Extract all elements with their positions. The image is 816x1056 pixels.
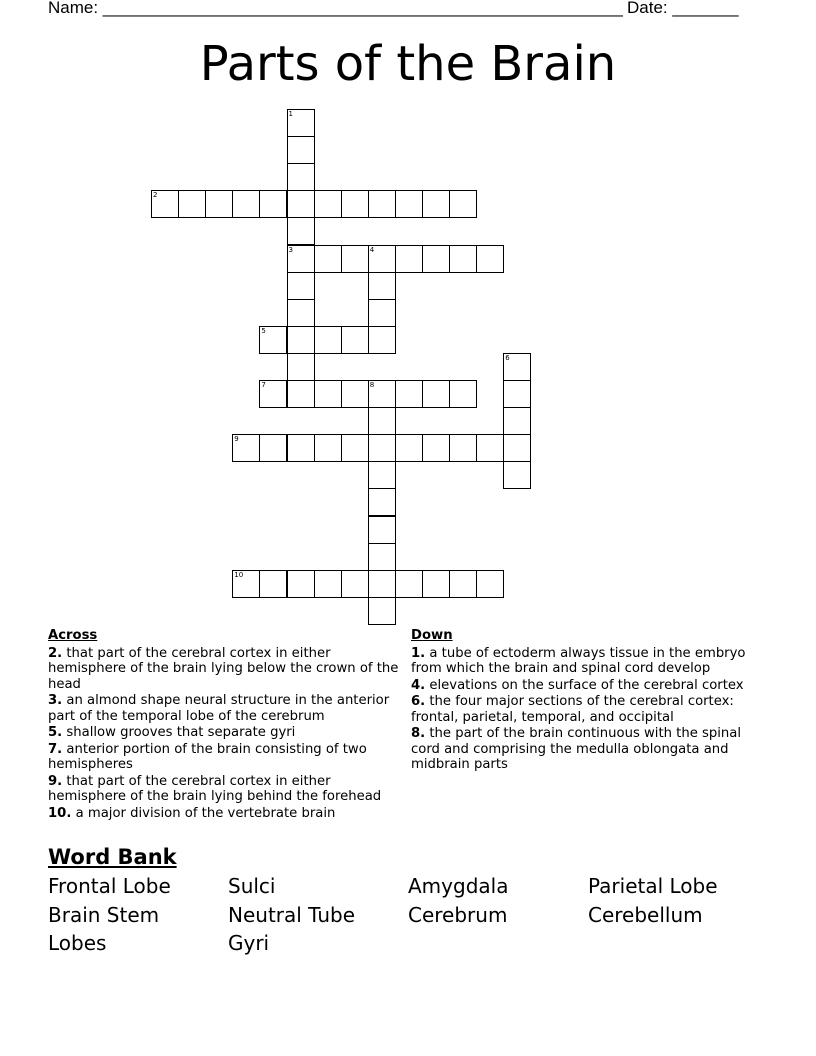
word-bank-title: Word Bank	[48, 845, 177, 869]
grid-cell[interactable]	[503, 353, 531, 381]
clue-number: 2	[153, 191, 158, 200]
clue-number: 10	[234, 570, 244, 579]
grid-cell[interactable]	[287, 570, 315, 598]
grid-cell[interactable]	[368, 272, 396, 300]
across-clues	[48, 628, 400, 822]
across-clue	[48, 742, 400, 773]
grid-cell[interactable]	[503, 380, 531, 408]
word-bank-item: Amygdala	[408, 874, 509, 898]
grid-cell[interactable]	[449, 190, 477, 218]
clue-number: 9	[234, 435, 239, 444]
clue-num: 6.	[411, 694, 426, 709]
grid-cell[interactable]	[368, 543, 396, 571]
across-clue	[48, 693, 400, 724]
grid-cell[interactable]	[422, 190, 450, 218]
grid-cell[interactable]	[287, 163, 315, 191]
grid-cell[interactable]	[476, 570, 504, 598]
grid-cell[interactable]	[314, 326, 342, 354]
grid-cell[interactable]	[368, 190, 396, 218]
grid-cell[interactable]	[341, 434, 369, 462]
grid-cell[interactable]	[476, 434, 504, 462]
grid-cell[interactable]	[368, 380, 396, 408]
clue-number: 1	[288, 110, 293, 118]
grid-cell[interactable]	[368, 434, 396, 462]
grid-cell[interactable]	[314, 245, 342, 273]
grid-cell[interactable]	[287, 272, 315, 300]
grid-cell[interactable]	[368, 461, 396, 489]
grid-cell[interactable]	[178, 190, 206, 218]
grid-cell[interactable]	[476, 245, 504, 273]
clue-text: elevations on the surface of the cerebral cortex	[429, 677, 744, 693]
clue-num: 1.	[411, 645, 426, 661]
clue-num: 9.	[48, 773, 63, 789]
word-bank-item: Frontal Lobe	[48, 874, 171, 898]
clue-number: 6	[505, 353, 510, 362]
down-heading: Down	[411, 628, 453, 643]
grid-cell[interactable]	[449, 570, 477, 598]
word-bank-item: Sulci	[228, 874, 276, 898]
clue-text: that part of the cerebral cortex in either hemisphere of the brain lying below the crown of the head	[48, 645, 399, 692]
grid-cell[interactable]	[503, 434, 531, 462]
clue-text: shallow grooves that separate gyri	[66, 725, 296, 740]
clue-text: the four major sections of the cerebral cortex: frontal, parietal, temporal, and occipital	[411, 694, 734, 725]
grid-cell[interactable]	[232, 434, 260, 462]
clue-number: 3	[288, 245, 293, 254]
word-bank-item: Gyri	[228, 931, 270, 955]
grid-cell[interactable]	[259, 380, 287, 408]
grid-cell[interactable]	[368, 488, 396, 516]
across-clue	[48, 806, 400, 822]
down-clue	[411, 678, 767, 694]
grid-cell[interactable]	[287, 217, 315, 245]
down-clue-list	[411, 646, 767, 773]
word-bank-item: Lobes	[48, 931, 107, 955]
grid-cell[interactable]	[449, 245, 477, 273]
grid-cell[interactable]	[287, 190, 315, 218]
grid-cell[interactable]	[449, 380, 477, 408]
grid-cell[interactable]	[259, 434, 287, 462]
across-clue-list	[48, 646, 400, 822]
grid-cell[interactable]	[395, 190, 423, 218]
across-clue	[48, 725, 400, 741]
grid-cell[interactable]	[449, 434, 477, 462]
grid-cell[interactable]	[395, 570, 423, 598]
grid-cell[interactable]	[314, 380, 342, 408]
grid-cell[interactable]	[287, 136, 315, 164]
grid-cell[interactable]	[395, 245, 423, 273]
word-bank-grid	[48, 872, 768, 958]
grid-cell[interactable]	[314, 190, 342, 218]
word-bank-item: Brain Stem	[48, 902, 160, 927]
clue-text: anterior portion of the brain consisting of two hemispheres	[48, 741, 367, 772]
grid-cell[interactable]	[341, 570, 369, 598]
grid-cell[interactable]	[205, 190, 233, 218]
grid-cell[interactable]	[422, 434, 450, 462]
grid-cell[interactable]	[368, 597, 396, 625]
across-clue	[48, 774, 400, 805]
grid-cell[interactable]	[314, 570, 342, 598]
clue-num: 3.	[48, 693, 63, 708]
grid-cell[interactable]	[341, 190, 369, 218]
grid-cell[interactable]	[368, 570, 396, 598]
grid-cell[interactable]	[287, 109, 315, 137]
clue-num: 2.	[48, 645, 63, 661]
clue-text: an almond shape neural structure in the anterior part of the temporal lobe of the cerebrum	[48, 693, 390, 724]
grid-cell[interactable]	[503, 461, 531, 489]
grid-cell[interactable]	[341, 245, 369, 273]
grid-cell[interactable]	[287, 299, 315, 327]
grid-cell[interactable]	[368, 407, 396, 435]
grid-cell[interactable]	[287, 434, 315, 462]
clue-number: 7	[261, 381, 266, 389]
grid-cell[interactable]	[368, 299, 396, 327]
clue-text: the part of the brain continuous with the spinal cord and comprising the medulla oblongata and midbrain parts	[411, 726, 742, 772]
clue-text: a major division of the vertebrate brain	[75, 805, 336, 821]
grid-cell[interactable]	[232, 190, 260, 218]
clue-text: that part of the cerebral cortex in either hemisphere of the brain lying behind the forehead	[48, 773, 382, 804]
grid-cell[interactable]	[395, 434, 423, 462]
grid-cell[interactable]	[259, 190, 287, 218]
grid-cell[interactable]	[151, 190, 179, 218]
clue-text: a tube of ectoderm always tissue in the embryo from which the brain and spinal cord develop	[411, 645, 746, 676]
grid-cell[interactable]	[422, 380, 450, 408]
grid-cell[interactable]	[368, 245, 396, 273]
clue-num: 5.	[48, 725, 63, 740]
date-line: Date: _______	[627, 0, 739, 17]
grid-cell[interactable]	[395, 380, 423, 408]
grid-cell[interactable]	[232, 570, 260, 598]
grid-cell[interactable]	[287, 245, 315, 273]
grid-cell[interactable]	[259, 326, 287, 354]
grid-cell[interactable]	[503, 407, 531, 435]
grid-cell[interactable]	[422, 245, 450, 273]
grid-cell[interactable]	[314, 434, 342, 462]
down-clue	[411, 646, 767, 677]
down-clue	[411, 726, 767, 773]
grid-cell[interactable]	[368, 516, 396, 544]
down-clues	[411, 628, 767, 774]
word-bank-item: Cerebellum	[588, 902, 703, 927]
across-heading: Across	[48, 628, 98, 643]
page-title: Parts of the Brain	[199, 36, 617, 92]
clue-num: 4.	[411, 677, 426, 693]
word-bank-item: Cerebrum	[408, 902, 508, 927]
down-clue	[411, 694, 767, 725]
clue-num: 10.	[48, 805, 72, 821]
clue-number: 5	[261, 326, 266, 335]
clue-num: 8.	[411, 726, 426, 741]
grid-cell[interactable]	[341, 380, 369, 408]
grid-cell[interactable]	[287, 380, 315, 408]
clue-number: 4	[369, 245, 375, 254]
name-line: Name: _______________________________________________________	[48, 0, 623, 17]
across-clue	[48, 646, 400, 693]
grid-cell[interactable]	[368, 326, 396, 354]
grid-cell[interactable]	[287, 353, 315, 381]
grid-cell[interactable]	[287, 326, 315, 354]
grid-cell[interactable]	[422, 570, 450, 598]
grid-cell[interactable]	[341, 326, 369, 354]
clue-num: 7.	[48, 741, 63, 757]
word-bank-item: Parietal Lobe	[588, 874, 718, 898]
word-bank-item: Neutral Tube	[228, 902, 356, 927]
grid-cell[interactable]	[259, 570, 287, 598]
word-bank	[48, 843, 768, 958]
clue-number: 8	[369, 381, 375, 389]
